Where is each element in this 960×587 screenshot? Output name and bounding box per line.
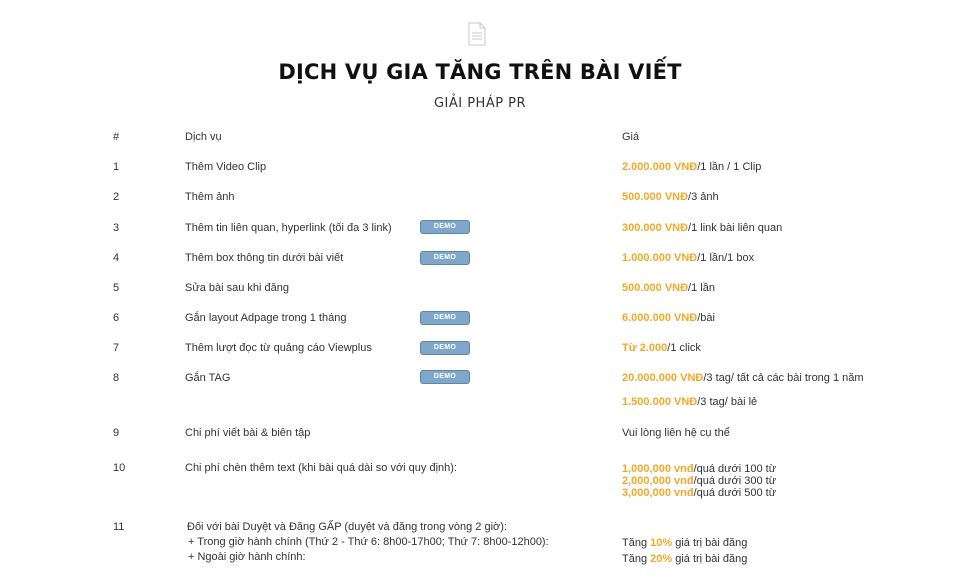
row-number: 8: [113, 372, 120, 384]
service-name: Sửa bài sau khi đăng: [185, 282, 289, 294]
row-number: 10: [113, 462, 126, 474]
price-unit: /quá dưới 100 từ: [693, 463, 777, 475]
price: [622, 553, 747, 566]
price: [622, 372, 864, 385]
row-number: 11: [113, 521, 125, 533]
price-amount: 300.000 VNĐ: [622, 222, 689, 234]
price-amount: 2.000.000 VNĐ: [622, 161, 698, 173]
price-percent: 20%: [650, 553, 673, 565]
price: Vui lòng liên hệ cụ thể: [622, 427, 730, 439]
price-amount: 500.000 VNĐ: [622, 282, 689, 294]
price: [622, 161, 761, 174]
row-number: 6: [113, 312, 120, 324]
price-unit: giá trị bài đăng: [672, 553, 748, 565]
demo-button[interactable]: DEMO: [420, 311, 470, 325]
service-name: Thêm Video Clip: [185, 161, 267, 173]
demo-button[interactable]: DEMO: [420, 220, 470, 234]
price-unit: /1 click: [667, 342, 701, 354]
demo-button[interactable]: DEMO: [420, 370, 470, 384]
row-number: 9: [113, 427, 120, 439]
price-unit: /3 tag/ bài lẻ: [697, 396, 758, 408]
service-name: Chi phí chèn thêm text (khi bài quá dài so với quy định):: [185, 462, 457, 474]
price-amount: 2,000,000 vnđ: [622, 475, 694, 487]
service-name: Thêm tin liên quan, hyperlink (tối đa 3 link): [185, 222, 392, 234]
price: [622, 282, 715, 295]
price-unit: /1 lần/1 box: [697, 252, 755, 264]
price: [622, 252, 754, 265]
service-name: Thêm ảnh: [185, 191, 235, 203]
header-service: Dịch vụ: [185, 131, 222, 143]
price-unit: /3 tag/ tất cả các bài trong 1 năm: [703, 372, 864, 384]
service-name: Gắn layout Adpage trong 1 tháng: [185, 312, 347, 324]
page-subtitle: GIẢI PHÁP PR: [433, 96, 527, 111]
price-amount: 1.000.000 VNĐ: [622, 252, 698, 264]
demo-button[interactable]: DEMO: [420, 341, 470, 355]
price-unit: giá trị bài đăng: [672, 537, 748, 549]
service-name: Đối với bài Duyệt và Đăng GẤP (duyệt và đăng trong vòng 2 giờ):: [187, 521, 507, 533]
row-number: 5: [113, 282, 120, 294]
price-unit: /quá dưới 300 từ: [693, 475, 777, 487]
row-number: 2: [113, 191, 120, 203]
price-unit: /1 lần / 1 Clip: [697, 161, 762, 173]
price-unit: /1 link bài liên quan: [688, 222, 783, 234]
price: [622, 487, 776, 500]
price-prefix: Tăng: [622, 537, 651, 549]
row-number: 4: [113, 252, 120, 264]
price: [622, 342, 701, 355]
service-name: Thêm lượt đọc từ quảng cáo Viewplus: [185, 342, 372, 354]
price-unit: /bài: [697, 312, 715, 324]
price-amount: 6.000.000 VNĐ: [622, 312, 698, 324]
price: [622, 537, 747, 550]
price: [622, 312, 715, 325]
service-name: Thêm box thông tin dưới bài viết: [185, 252, 344, 264]
demo-button[interactable]: DEMO: [420, 251, 470, 265]
price-amount: 1,000,000 vnđ: [622, 463, 694, 475]
price-amount: 500.000 VNĐ: [622, 191, 689, 203]
price-unit: /quá dưới 500 từ: [693, 487, 777, 499]
price: [622, 191, 719, 204]
service-name: Chi phí viết bài & biên tập: [185, 427, 311, 439]
service-name: Gắn TAG: [185, 372, 231, 384]
price-unit: /3 ảnh: [688, 191, 719, 203]
price-amount: 1.500.000 VNĐ: [622, 396, 698, 408]
row-number: 3: [113, 222, 120, 234]
header-num: #: [113, 131, 120, 143]
price-amount: 3,000,000 vnđ: [622, 487, 694, 499]
document-icon: [467, 22, 487, 46]
price-amount: Từ 2.000: [622, 342, 668, 354]
price-secondary: [622, 396, 757, 409]
service-subitem: + Trong giờ hành chính (Thứ 2 - Thứ 6: 8h00-17h00; Thứ 7: 8h00-12h00):: [188, 536, 549, 548]
row-number: 7: [113, 342, 120, 354]
row-number: 1: [113, 161, 120, 173]
header-price: Giá: [622, 131, 640, 143]
page-title: DỊCH VỤ GIA TĂNG TRÊN BÀI VIẾT: [278, 60, 682, 84]
price-amount: 20.000.000 VNĐ: [622, 372, 704, 384]
price-percent: 10%: [650, 537, 673, 549]
price: [622, 222, 782, 235]
price-prefix: Tăng: [622, 553, 651, 565]
service-subitem: + Ngoài giờ hành chính:: [188, 551, 306, 563]
price-unit: /1 lần: [688, 282, 715, 294]
